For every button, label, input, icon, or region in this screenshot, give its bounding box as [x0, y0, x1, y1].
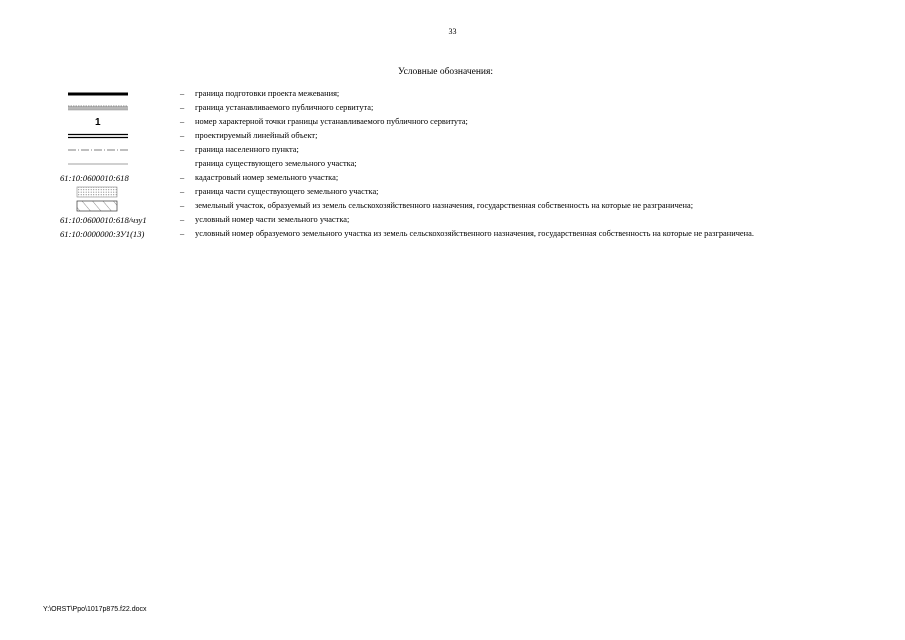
legend-description: граница устанавливаемого публичного сервитута;	[195, 103, 374, 112]
legend-description: граница части существующего земельного участка;	[195, 187, 379, 196]
footer-file-path: Y:\ORST\Ppo\1017p875.f22.docx	[43, 606, 147, 613]
legend-description: условный номер образуемого земельного участка из земель сельскохозяйственного назначения, государственная собственность на которые не разграничена.	[195, 229, 754, 238]
thin-gray-line-icon	[60, 158, 188, 170]
legend-description: проектируемый линейный объект;	[195, 131, 318, 140]
legend-item	[0, 88, 905, 102]
part-number-sample	[60, 214, 188, 226]
legend-item	[0, 130, 905, 144]
legend-dash: –	[180, 89, 185, 98]
legend-description: земельный участок, образуемый из земель сельскохозяйственного назначения, государственная собственность на которые не разграничена;	[195, 201, 694, 210]
legend-dash: –	[180, 117, 185, 126]
legend-dash: –	[180, 173, 185, 182]
legend-description: условный номер части земельного участка;	[195, 215, 350, 224]
point-number-marker-icon	[60, 116, 188, 128]
dotted-fill-rectangle-icon	[60, 186, 188, 198]
legend-dash: –	[180, 229, 185, 238]
legend-dash: –	[180, 103, 185, 112]
page-number: 33	[448, 27, 457, 36]
legend-list	[0, 88, 905, 254]
legend-description: кадастровый номер земельного участка;	[195, 173, 339, 182]
legend-item	[0, 228, 905, 254]
legend-title: Условные обозначения:	[398, 67, 494, 77]
legend-item	[0, 172, 905, 186]
thin-dash-dot-line-icon	[60, 144, 188, 156]
point-number-label: 1	[95, 116, 101, 128]
formed-plot-number-text: 61:10:0000000:ЗУ1(13)	[60, 228, 145, 239]
gray-hatched-line-icon	[60, 102, 188, 114]
legend-description: номер характерной точки границы устанавливаемого публичного сервитута;	[195, 117, 468, 126]
legend-dash: –	[180, 187, 185, 196]
legend-dash: –	[180, 215, 185, 224]
part-number-text: 61:10:0600010:618/чзу1	[60, 214, 147, 225]
legend-item	[0, 116, 905, 130]
thick-black-line-icon	[60, 88, 188, 100]
legend-item	[0, 186, 905, 200]
legend-description: граница существующего земельного участка;	[195, 159, 357, 168]
legend-item	[0, 214, 905, 228]
legend-description: граница подготовки проекта межевания;	[195, 89, 340, 98]
legend-description: граница населенного пункта;	[195, 145, 299, 154]
formed-plot-number-sample	[60, 228, 188, 240]
legend-item	[0, 102, 905, 116]
legend-item	[0, 158, 905, 172]
legend-dash: –	[180, 131, 185, 140]
double-black-line-icon	[60, 130, 188, 142]
cadastral-number-sample	[60, 172, 188, 184]
legend-dash: –	[180, 201, 185, 210]
legend-item	[0, 144, 905, 158]
diagonal-hatch-rectangle-icon	[60, 200, 188, 212]
legend-dash: –	[180, 145, 185, 154]
legend-item	[0, 200, 905, 214]
cadastral-number-text: 61:10:0600010:618	[60, 172, 129, 183]
